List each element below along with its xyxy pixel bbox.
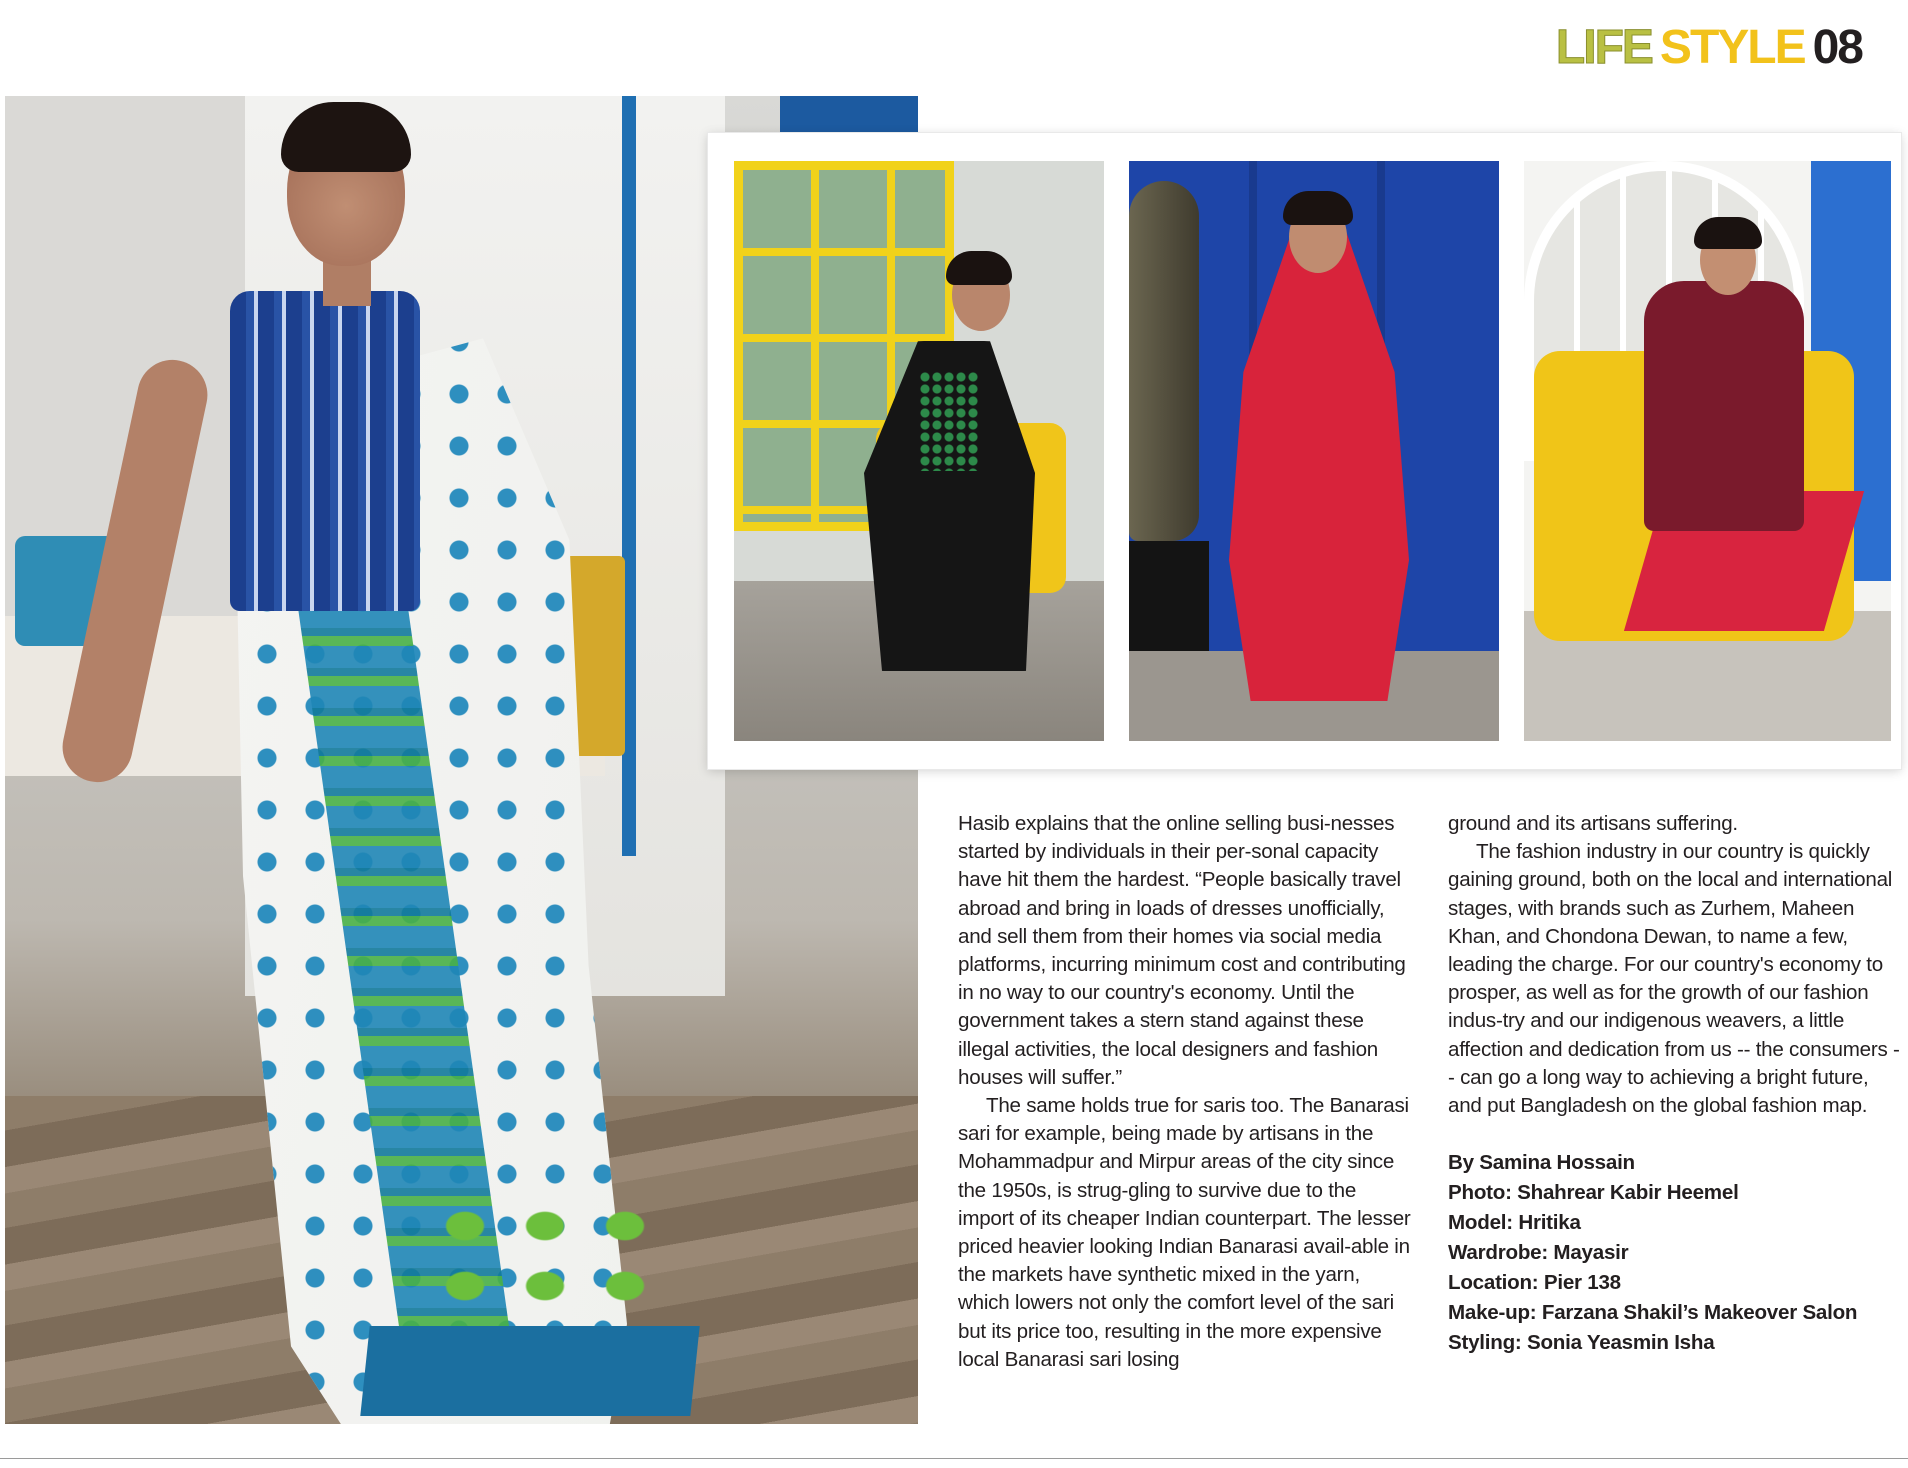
credit-makeup: Make-up: Farzana Shakil’s Makeover Salon	[1448, 1301, 1858, 1325]
article-paragraph: ground and its artisans suffering.	[1448, 812, 1738, 835]
article-column-1	[958, 810, 1416, 1374]
model-hair	[946, 251, 1012, 285]
hero-sari-motifs	[425, 1196, 665, 1306]
photo-maroon-kurta	[1524, 161, 1891, 741]
credit-wardrobe: Wardrobe: Mayasir	[1448, 1241, 1629, 1265]
masthead-life: LIFE	[1555, 21, 1652, 74]
article-paragraph: The same holds true for saris too. The Banarasi sari for example, being made by artisans in the Mohammadpur and Mirpur areas of the city since the 1950s, is strug-gling to survive due to the import of its cheaper Indian counterpart. The lesser priced heavier looking Indian Banarasi avail-able in the markets have synthetic mixed in the yarn, which lowers not only the comfort level of the sari but its price too, resulting in the more expensive local Banarasi sari losing	[958, 1094, 1411, 1371]
green-embroidery	[919, 371, 979, 471]
model-maroon-kurta	[1644, 281, 1804, 531]
hero-blue-shutter	[780, 96, 918, 136]
model-hair	[1283, 191, 1353, 225]
article-paragraph: The fashion industry in our country is quickly gaining ground, both on the local and international stages, with brands such as Zurhem, Maheen Khan, and Chondona Dewan, to name a few, leading the charge. For our country's economy to prosper, as well as for the growth of our fashion indus-try and our indigenous weavers, a little affection and dedication from us -- the consumers -- can go a long way to achieving a bright future, and put Bangladesh on the global fashion map.	[1448, 840, 1900, 1118]
credit-model: Model: Hritika	[1448, 1211, 1581, 1235]
model-hair	[1694, 217, 1762, 249]
photo-black-kurta	[734, 161, 1104, 741]
horse-sculpture	[1129, 181, 1199, 541]
photo-strip	[708, 133, 1901, 769]
bottom-rule	[0, 1458, 1908, 1459]
credit-photo: Photo: Shahrear Kabir Heemel	[1448, 1181, 1739, 1205]
credit-location: Location: Pier 138	[1448, 1271, 1621, 1295]
credit-styling: Styling: Sonia Yeasmin Isha	[1448, 1331, 1715, 1355]
hero-sari-hem	[360, 1326, 699, 1416]
page-number: 08	[1812, 21, 1862, 74]
hero-blouse	[230, 291, 420, 611]
article-column-2	[1448, 810, 1903, 1358]
credit-byline: By Samina Hossain	[1448, 1151, 1635, 1175]
credits-block	[1448, 1148, 1903, 1358]
photo-red-kurta	[1129, 161, 1499, 741]
masthead-style: STYLE	[1659, 21, 1805, 74]
section-masthead	[1556, 14, 1862, 72]
article-paragraph: Hasib explains that the online selling busi-nesses started by individuals in their per-sonal capacity have hit them the hardest. “People basically travel abroad and bring in loads of dresses unofficially, and sell them from their homes via social media platforms, incurring minimum cost and contributing in no way to our country's economy. Until the government takes a stern stand against these illegal activities, the local designers and fashion houses will suffer.”	[958, 812, 1406, 1089]
